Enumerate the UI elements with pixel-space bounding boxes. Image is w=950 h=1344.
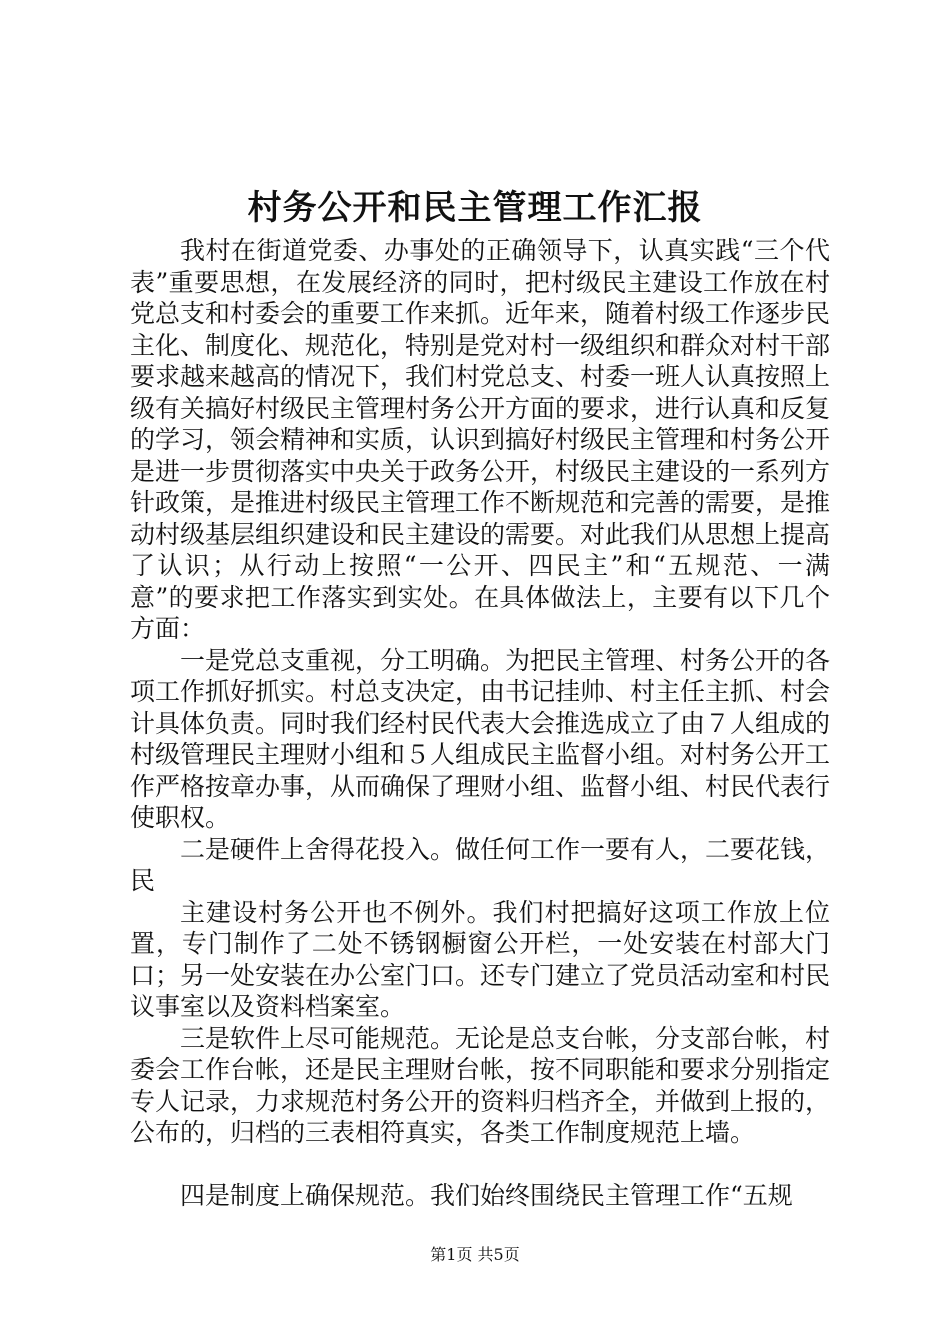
document-body	[130, 235, 830, 1211]
paragraph-intro: 我村在街道党委、办事处的正确领导下，认真实践“三个代表”重要思想，在发展经济的同时，把村级民主建设工作放在村党总支和村委会的重要工作来抓。近年来，随着村级工作逐步民主化、制度化、规范化，特别是党对村一级组织和群众对村干部要求越来越高的情况下，我们村党总支、村委一班人认真按照上级有关搞好村级民主管理村务公开方面的要求，进行认真和反复的学习，领会精神和实质，认识到搞好村级民主管理和村务公开是进一步贯彻落实中央关于政务公开，村级民主建设的一系列方针政策，是推进村级民主管理工作不断规范和完善的需要，是推动村级基层组织建设和民主建设的需要。对此我们从思想上提高了认识；从行动上按照“一公开、四民主”和“五规范、一满意”的要求把工作落实到实处。在具体做法上，主要有以下几个方面：	[130, 236, 831, 643]
page-footer: 第1页 共5页	[430, 1245, 520, 1264]
paragraph-point-three: 三是软件上尽可能规范。无论是总支台帐，分支部台帐，村委会工作台帐，还是民主理财台帐，按不同职能和要求分别指定专人记录，力求规范村务公开的资料归档齐全，并做到上报的，公布的，归档的三表相符真实，各类工作制度规范上墙。	[130, 1023, 831, 1147]
paragraph-point-four: 四是制度上确保规范。我们始终围绕民主管理工作“五规	[180, 1180, 793, 1210]
paragraph-spacer	[130, 1149, 830, 1180]
page-title: 村务公开和民主管理工作汇报	[247, 188, 703, 228]
paragraph-point-two-continued: 主建设村务公开也不例外。我们村把搞好这项工作放上位置，专门制作了二处不锈钢橱窗公开栏，一处安装在村部大门口；另一处安装在办公室门口。还专门建立了党员活动室和村民议事室以及资料档案室。	[130, 897, 831, 1021]
paragraph-point-one: 一是党总支重视，分工明确。为把民主管理、村务公开的各项工作抓好抓实。村总支决定，由书记挂帅、村主任主抓、村会计具体负责。同时我们经村民代表大会推选成立了由７人组成的村级管理民主理财小组和５人组成民主监督小组。对村务公开工作严格按章办事，从而确保了理财小组、监督小组、村民代表行使职权。	[130, 645, 831, 832]
paragraph-point-two: 二是硬件上舍得花投入。做任何工作一要有人，二要花钱，民	[130, 834, 831, 895]
